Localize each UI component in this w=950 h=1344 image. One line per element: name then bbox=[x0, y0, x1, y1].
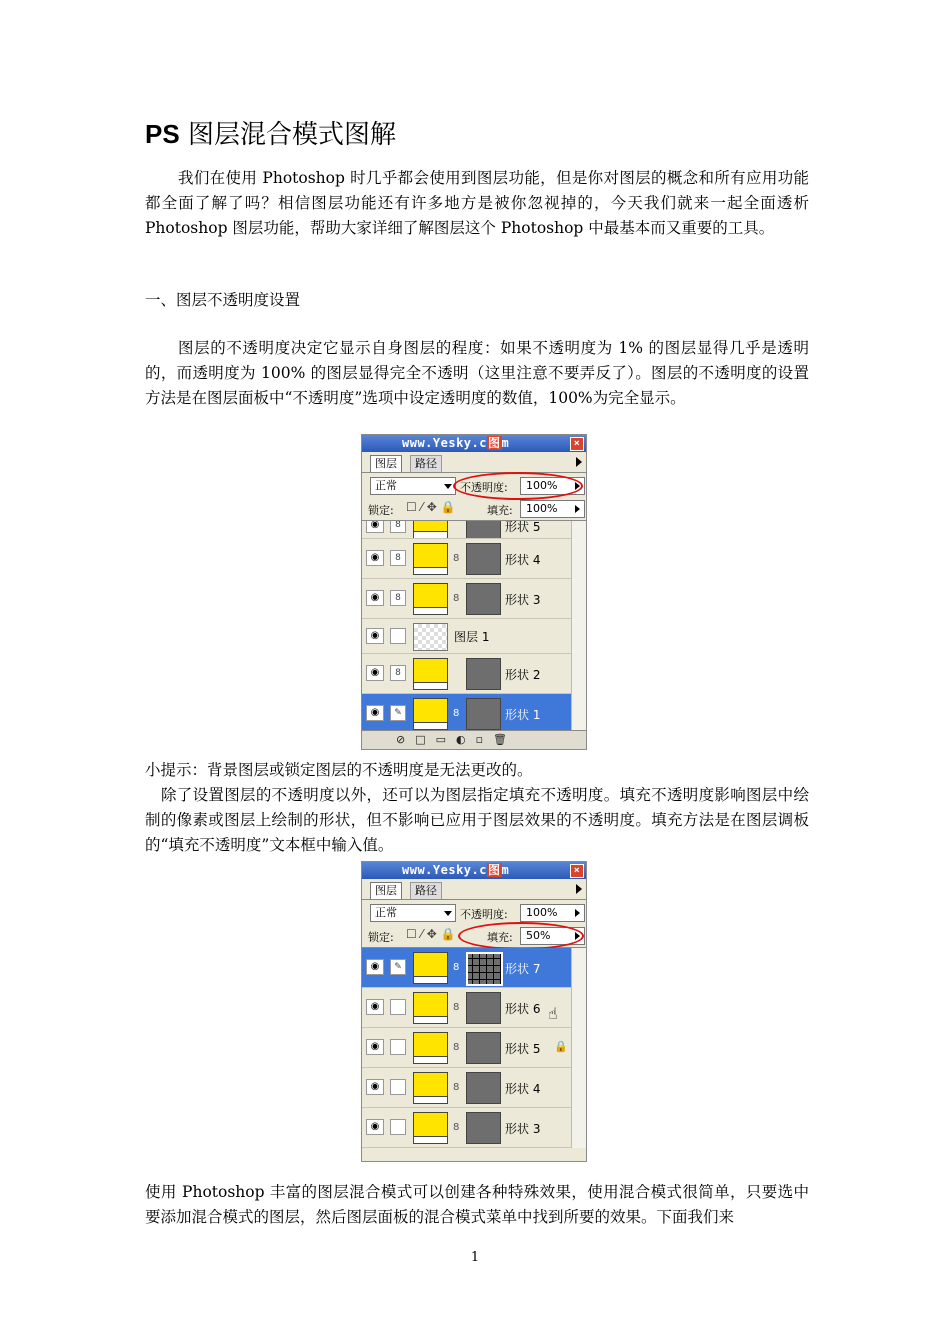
link-box[interactable] bbox=[390, 1039, 406, 1055]
opacity-paragraph: 图层的不透明度决定它显示自身图层的程度：如果不透明度为 1% 的图层显得几乎是透明的，而透明度为 100% 的图层显得完全不透明（这里注意不要弄反了）。图层的不透明度的设置方法是在图层面板中“不透明度”选项中设定透明度的数值，100%为完全显示。 bbox=[145, 339, 809, 407]
layer-row[interactable] bbox=[362, 1068, 586, 1108]
layer-row[interactable] bbox=[362, 619, 586, 654]
chain-icon: 8 bbox=[453, 1082, 460, 1093]
panel-footer-icons[interactable]: ⊘□▭◐▫🗑 bbox=[362, 730, 586, 749]
vector-mask-thumbnail bbox=[466, 992, 501, 1024]
chain-icon: 8 bbox=[453, 553, 460, 564]
scrollbar[interactable] bbox=[571, 948, 586, 1148]
document-title: PS 图层混合模式图解 bbox=[145, 119, 396, 150]
layer-row-selected[interactable] bbox=[362, 694, 586, 734]
layer-name: 形状 4 bbox=[505, 553, 541, 567]
vector-mask-thumbnail bbox=[466, 1112, 501, 1144]
tab-layers[interactable]: 图层 bbox=[370, 455, 402, 472]
chain-icon: 8 bbox=[453, 593, 460, 604]
fill-paragraph: 除了设置图层的不透明度以外，还可以为图层指定填充不透明度。填充不透明度影响图层中绘制的像素或图层上绘制的形状，但不影响已应用于图层效果的不透明度。填充方法是在图层调板的“填充不透明度”文本框中输入值。 bbox=[145, 786, 809, 854]
brush-icon[interactable]: ✎ bbox=[390, 959, 406, 975]
layer-thumbnail bbox=[413, 1112, 448, 1144]
fill-label: 填充: bbox=[487, 931, 513, 944]
panel-tabs bbox=[362, 879, 586, 900]
layer-row[interactable] bbox=[362, 654, 586, 694]
vector-mask-thumbnail bbox=[466, 658, 501, 690]
highlight-ring bbox=[453, 472, 583, 500]
layer-row[interactable] bbox=[362, 1028, 586, 1068]
scrollbar[interactable] bbox=[571, 521, 586, 734]
layer-thumbnail bbox=[413, 992, 448, 1024]
link-box[interactable] bbox=[390, 628, 406, 644]
layer-name: 形状 6 bbox=[505, 1002, 541, 1016]
fill-label: 填充: bbox=[487, 504, 513, 517]
fill-field[interactable]: 50% bbox=[520, 927, 585, 945]
link-box[interactable] bbox=[390, 999, 406, 1015]
section-heading-opacity: 一、图层不透明度设置 bbox=[145, 291, 301, 309]
eye-icon[interactable]: ◉ bbox=[366, 550, 384, 566]
eye-icon[interactable]: ◉ bbox=[366, 628, 384, 644]
eye-icon[interactable]: ◉ bbox=[366, 1119, 384, 1135]
chain-icon: 8 bbox=[453, 1002, 460, 1013]
blend-paragraph: 使用 Photoshop 丰富的图层混合模式可以创建各种特殊效果，使用混合模式很简单，只要选中要添加混合模式的图层，然后图层面板的混合模式菜单中找到所要的效果。下面我们来 bbox=[145, 1183, 809, 1226]
layer-thumbnail bbox=[413, 583, 448, 615]
chain-icon: 8 bbox=[453, 1042, 460, 1053]
vector-mask-thumbnail bbox=[466, 698, 501, 730]
layer-thumbnail bbox=[413, 1032, 448, 1064]
eye-icon[interactable]: ◉ bbox=[366, 1039, 384, 1055]
vector-mask-thumbnail bbox=[466, 952, 503, 986]
opacity-field[interactable]: 100% bbox=[520, 477, 585, 495]
eye-icon[interactable]: ◉ bbox=[366, 590, 384, 606]
eye-icon[interactable]: ◉ bbox=[366, 665, 384, 681]
layer-name: 形状 7 bbox=[505, 962, 541, 976]
panel-titlebar: www.Yesky.c图m × bbox=[362, 862, 586, 879]
layer-name: 形状 2 bbox=[505, 668, 541, 682]
layer-row[interactable] bbox=[362, 579, 586, 619]
link-box[interactable] bbox=[390, 1119, 406, 1135]
link-icon[interactable]: 8 bbox=[390, 665, 406, 681]
layer-thumbnail bbox=[413, 952, 448, 984]
layer-thumbnail bbox=[413, 623, 448, 651]
opacity-label: 不透明度: bbox=[460, 908, 508, 921]
layer-name: 形状 5 bbox=[505, 1042, 541, 1056]
tip-text: 小提示：背景图层或锁定图层的不透明度是无法更改的。 bbox=[145, 761, 533, 779]
layer-name: 形状 1 bbox=[505, 708, 541, 722]
layer-thumbnail bbox=[413, 543, 448, 575]
layer-row[interactable] bbox=[362, 539, 586, 579]
eye-icon[interactable]: ◉ bbox=[366, 521, 384, 533]
eye-icon[interactable]: ◉ bbox=[366, 1079, 384, 1095]
layer-thumbnail bbox=[413, 658, 448, 690]
layer-list bbox=[362, 948, 586, 1148]
layer-name: 形状 3 bbox=[505, 1122, 541, 1136]
layer-thumbnail bbox=[413, 521, 448, 539]
vector-mask-thumbnail bbox=[466, 521, 501, 539]
vector-mask-thumbnail bbox=[466, 543, 501, 575]
lock-icon: 🔒 bbox=[554, 1040, 568, 1053]
layer-row[interactable] bbox=[362, 521, 586, 539]
layer-name: 形状 4 bbox=[505, 1082, 541, 1096]
intro-paragraph: 我们在使用 Photoshop 时几乎都会使用到图层功能，但是你对图层的概念和所有应用功能都全面了解了吗？相信图层功能还有许多地方是被你忽视掉的，今天我们就来一起全面透析 Photoshop 图层功能，帮助大家详细了解图层这个 Photoshop 中最基本而又重要的工具。 bbox=[145, 169, 809, 237]
eye-icon[interactable]: ◉ bbox=[366, 959, 384, 975]
layer-name: 形状 5 bbox=[505, 521, 541, 534]
lock-label: 锁定: bbox=[368, 931, 394, 944]
layer-row[interactable] bbox=[362, 988, 586, 1028]
vector-mask-thumbnail bbox=[466, 583, 501, 615]
tab-paths[interactable]: 路径 bbox=[410, 455, 442, 472]
opacity-label: 不透明度: bbox=[460, 481, 508, 494]
layer-row-selected[interactable] bbox=[362, 948, 586, 988]
layer-thumbnail bbox=[413, 1072, 448, 1104]
tab-paths[interactable]: 路径 bbox=[410, 882, 442, 899]
vector-mask-thumbnail bbox=[466, 1032, 501, 1064]
layers-panel-screenshot-2 bbox=[361, 861, 587, 1162]
layer-thumbnail bbox=[413, 698, 448, 730]
link-icon[interactable]: 8 bbox=[390, 590, 406, 606]
link-box[interactable] bbox=[390, 1079, 406, 1095]
layer-row[interactable] bbox=[362, 1108, 586, 1148]
blend-mode-select[interactable]: 正常 bbox=[370, 477, 456, 495]
blend-mode-select[interactable]: 正常 bbox=[370, 904, 456, 922]
panel-titlebar: www.Yesky.c图m × bbox=[362, 435, 586, 452]
link-icon[interactable]: 8 bbox=[390, 521, 406, 533]
vector-mask-thumbnail bbox=[466, 1072, 501, 1104]
link-icon[interactable]: 8 bbox=[390, 550, 406, 566]
page-number: 1 bbox=[470, 1250, 480, 1265]
lock-icons[interactable]: ☐⁄✥🔒 bbox=[406, 927, 460, 941]
brush-icon[interactable]: ✎ bbox=[390, 705, 406, 721]
lock-label: 锁定: bbox=[368, 504, 394, 517]
eye-icon[interactable]: ◉ bbox=[366, 999, 384, 1015]
panel-tabs bbox=[362, 452, 586, 473]
layer-name: 形状 3 bbox=[505, 593, 541, 607]
highlight-ring bbox=[458, 922, 584, 950]
panel-menu-icon[interactable] bbox=[576, 884, 582, 894]
chain-icon: 8 bbox=[453, 1122, 460, 1133]
hand-cursor-icon: ☝ bbox=[548, 1004, 558, 1023]
layer-name: 图层 1 bbox=[454, 630, 490, 644]
panel-menu-icon[interactable] bbox=[576, 457, 582, 467]
eye-icon[interactable]: ◉ bbox=[366, 705, 384, 721]
close-icon[interactable]: × bbox=[570, 437, 584, 451]
lock-icons[interactable]: ☐⁄✥🔒 bbox=[406, 500, 460, 514]
chain-icon: 8 bbox=[453, 962, 460, 973]
opacity-field[interactable]: 100% bbox=[520, 904, 585, 922]
chain-icon: 8 bbox=[453, 708, 460, 719]
close-icon[interactable]: × bbox=[570, 864, 584, 878]
fill-field[interactable]: 100% bbox=[520, 500, 585, 518]
tab-layers[interactable]: 图层 bbox=[370, 882, 402, 899]
layer-list bbox=[362, 521, 586, 734]
layers-panel-screenshot-1 bbox=[361, 434, 587, 750]
